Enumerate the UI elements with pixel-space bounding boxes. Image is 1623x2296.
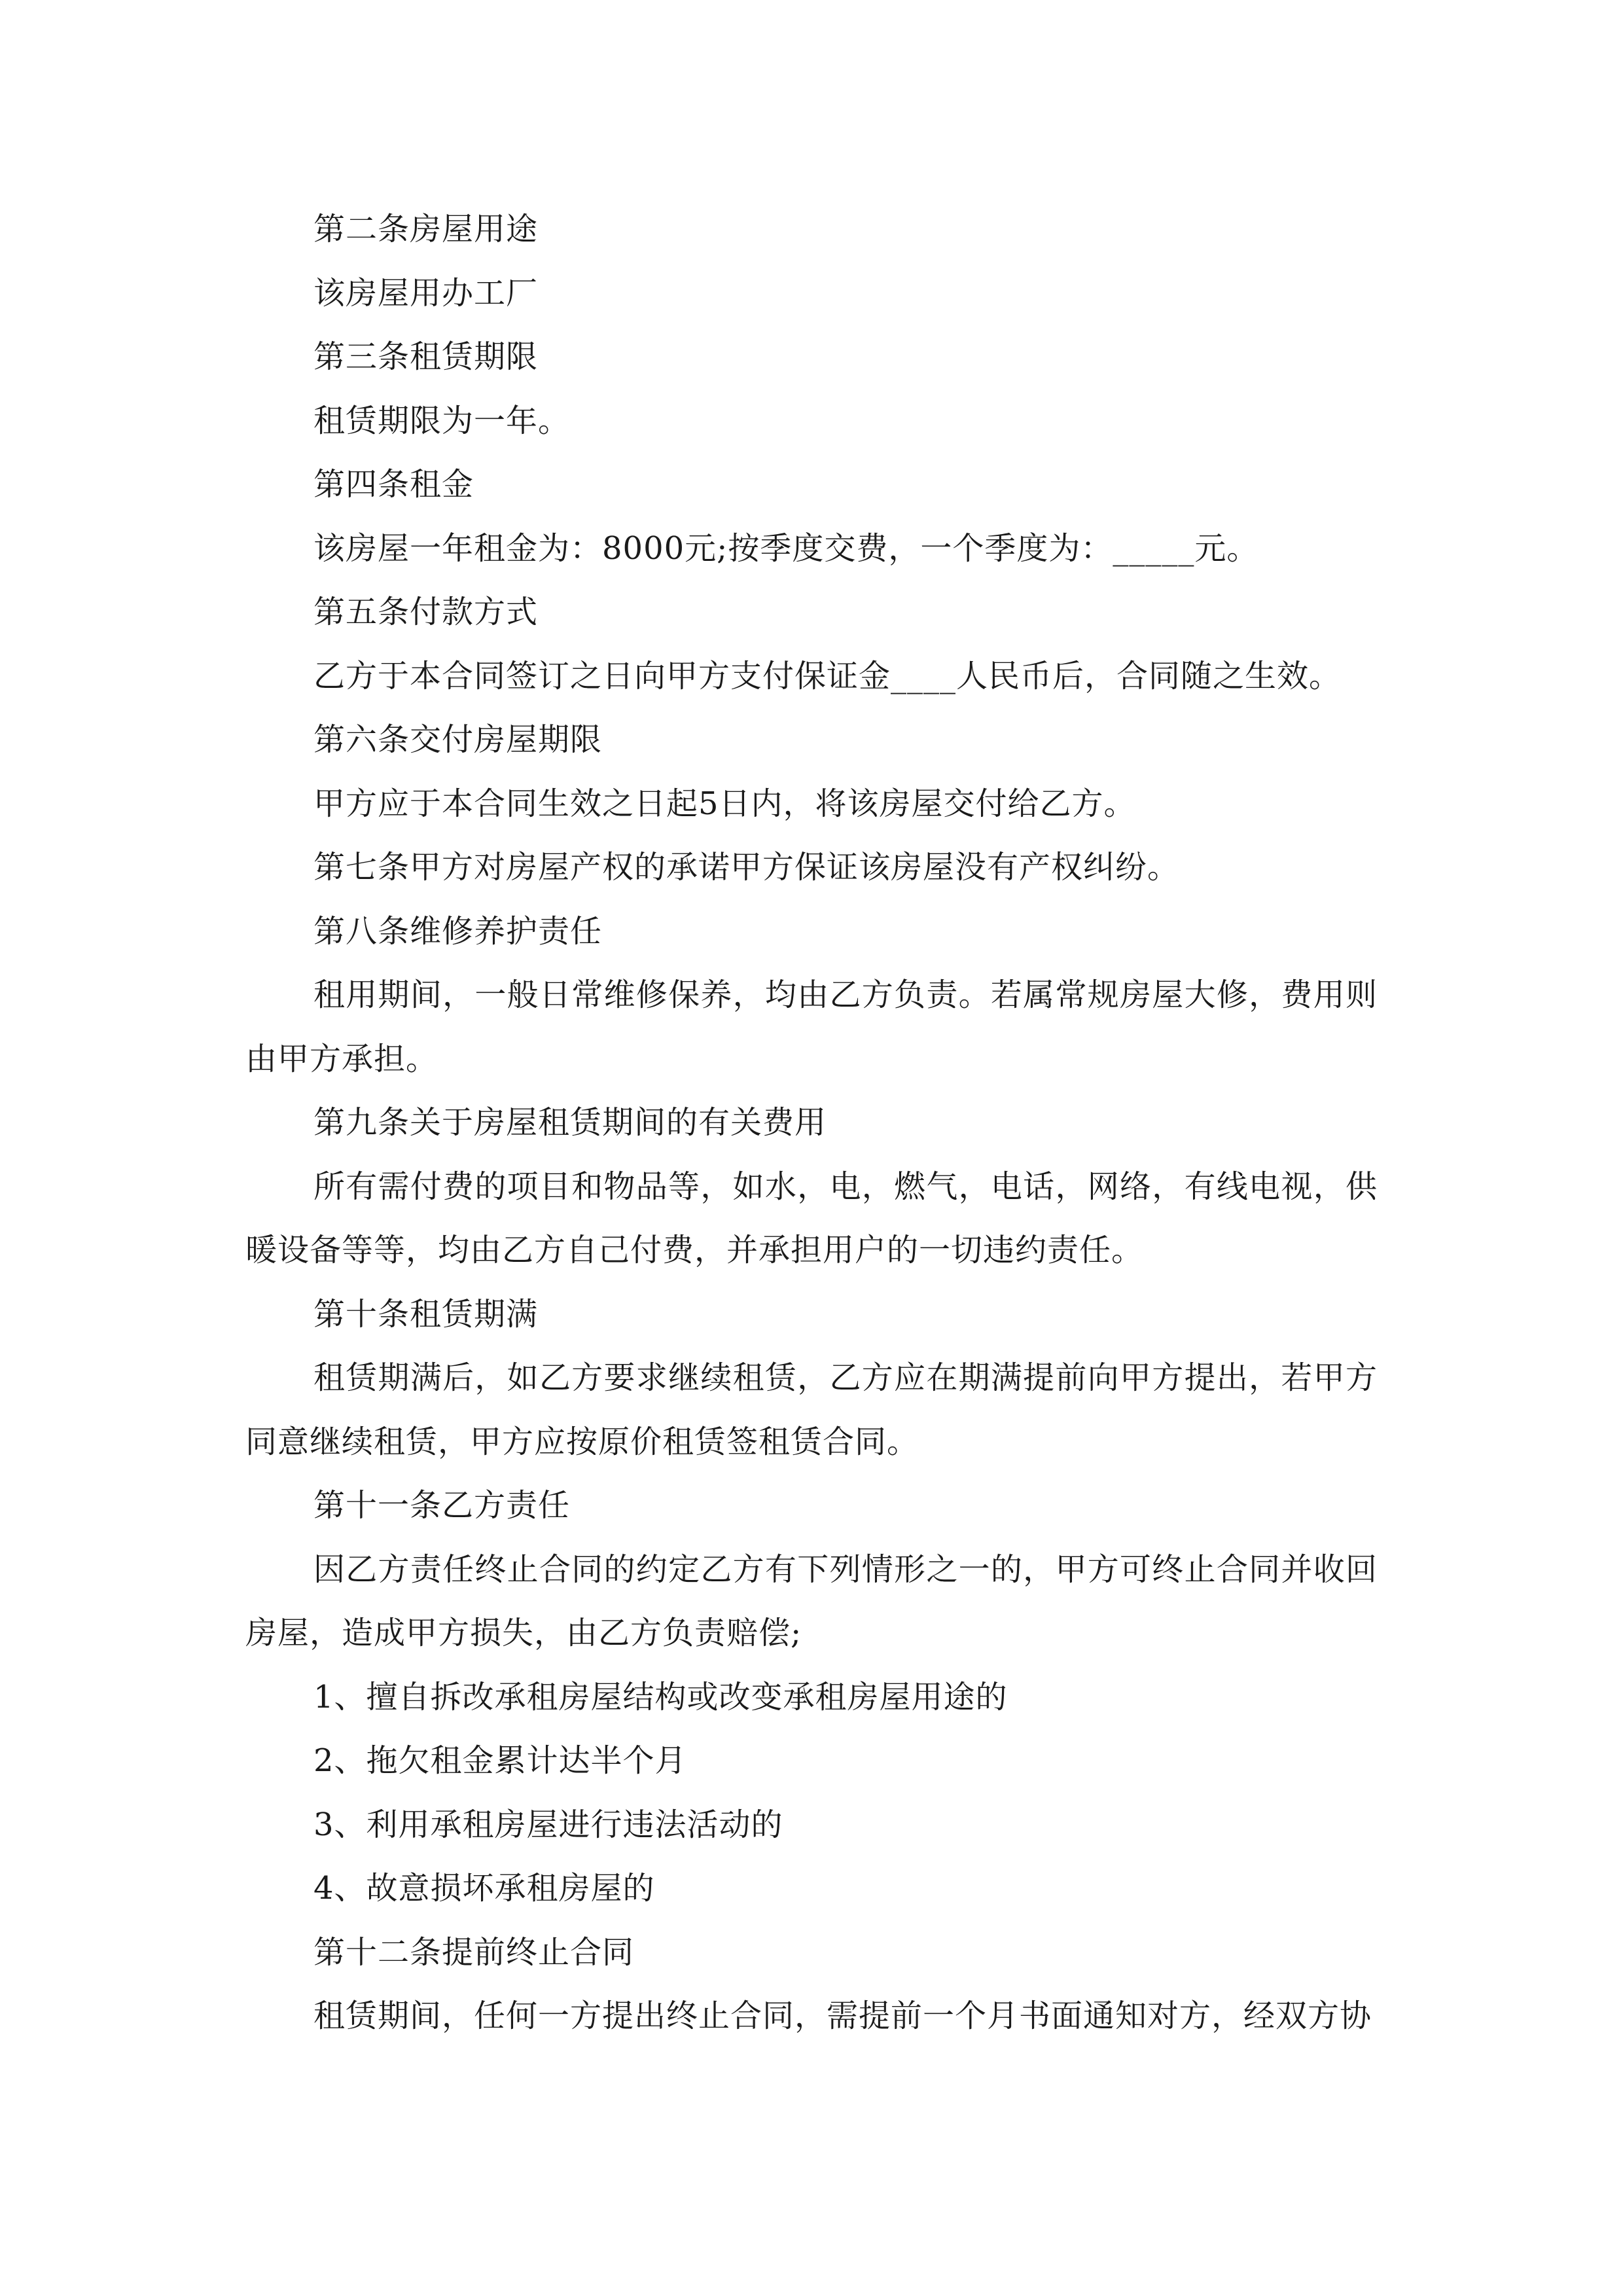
paragraph-tenant-liability: 因乙方责任终止合同的约定乙方有下列情形之一的，甲方可终止合同并收回房屋，造成甲方损失，由乙方负责赔偿; bbox=[245, 1551, 1378, 1651]
paragraph-maintenance: 租用期间，一般日常维修保养，均由乙方负责。若属常规房屋大修，费用则由甲方承担。 bbox=[245, 977, 1378, 1077]
paragraph-payment: 乙方于本合同签订之日向甲方支付保证金____人民币后，合同随之生效。 bbox=[313, 657, 1342, 694]
list-item-1: 1、擅自拆改承租房屋结构或改变承租房屋用途的 bbox=[313, 1678, 1008, 1715]
heading-article-11: 第十一条乙方责任 bbox=[313, 1487, 571, 1524]
paragraph-expiry: 租赁期满后，如乙方要求继续租赁，乙方应在期满提前向甲方提出，若甲方同意继续租赁，甲方应按原价租赁签租赁合同。 bbox=[245, 1359, 1378, 1460]
list-item-3: 3、利用承租房屋进行违法活动的 bbox=[313, 1806, 783, 1843]
paragraph-early-termination: 租赁期间，任何一方提出终止合同，需提前一个月书面通知对方，经双方协 bbox=[313, 1998, 1372, 2034]
heading-article-8: 第八条维修养护责任 bbox=[313, 912, 603, 950]
heading-article-9: 第九条关于房屋租赁期间的有关费用 bbox=[313, 1104, 827, 1141]
heading-article-10: 第十条租赁期满 bbox=[313, 1295, 539, 1333]
paragraph-lease-term: 租赁期限为一年。 bbox=[313, 402, 571, 439]
heading-article-5: 第五条付款方式 bbox=[313, 594, 539, 630]
heading-article-2: 第二条房屋用途 bbox=[313, 211, 539, 247]
paragraph-article-7: 第七条甲方对房屋产权的承诺甲方保证该房屋没有产权纠纷。 bbox=[313, 849, 1180, 886]
paragraph-fees: 所有需付费的项目和物品等，如水，电，燃气，电话，网络，有线电视，供暖设备等等，均由乙方自己付费，并承担用户的一切违约责任。 bbox=[245, 1168, 1378, 1268]
list-item-4: 4、故意损坏承租房屋的 bbox=[313, 1870, 655, 1907]
paragraph-rent: 该房屋一年租金为：8000元;按季度交费，一个季度为：_____元。 bbox=[313, 529, 1259, 567]
document-body bbox=[245, 198, 1378, 2049]
heading-article-6: 第六条交付房屋期限 bbox=[313, 721, 603, 758]
list-item-2: 2、拖欠租金累计达半个月 bbox=[313, 1742, 687, 1779]
heading-article-4: 第四条租金 bbox=[313, 466, 474, 503]
heading-article-12: 第十二条提前终止合同 bbox=[313, 1933, 635, 1971]
heading-article-3: 第三条租赁期限 bbox=[313, 338, 539, 375]
paragraph-house-use: 该房屋用办工厂 bbox=[313, 274, 539, 312]
paragraph-delivery: 甲方应于本合同生效之日起5日内，将该房屋交付给乙方。 bbox=[313, 785, 1136, 822]
